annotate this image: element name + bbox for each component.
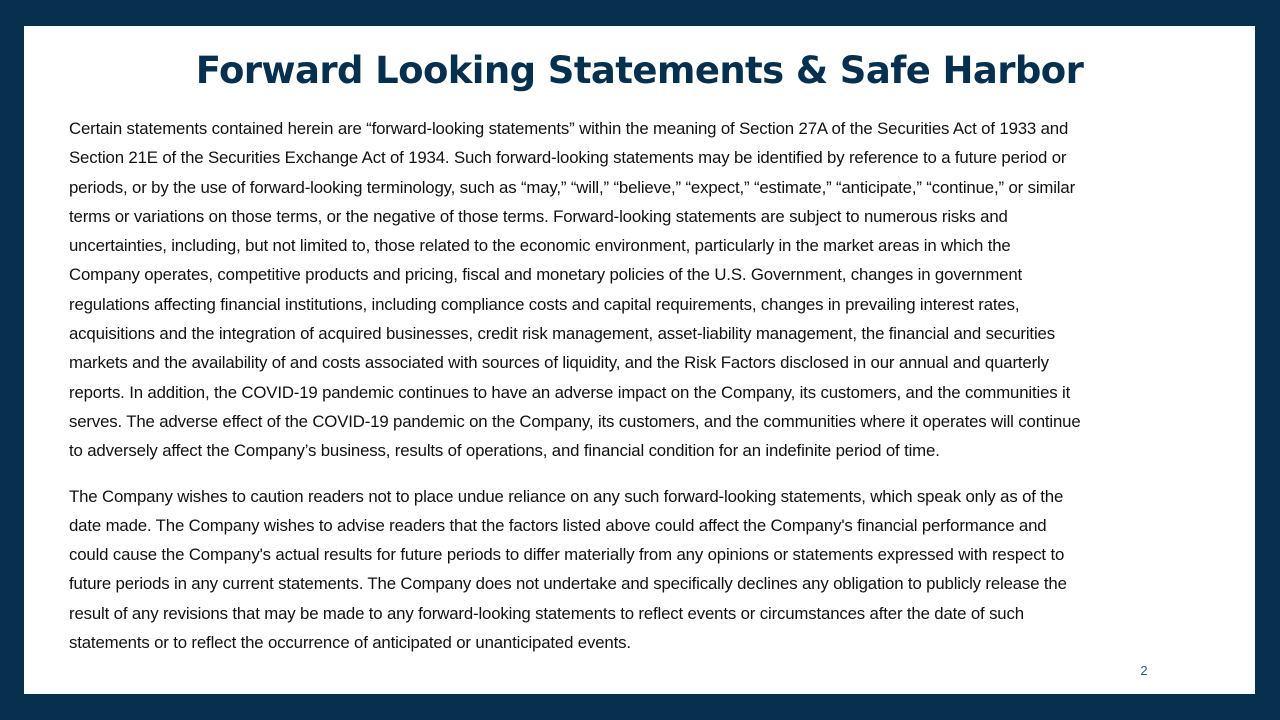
paragraph-caution-readers: The Company wishes to caution readers not to place undue reliance on any such forward-looking statements, which speak only as of the date made. The Company wishes to advise readers that the factors listed above could affect the Company's financial performance and could cause the Company's actual results for future periods to differ materially from any opinions or statements expressed with respect to future periods in any current statements. The Company does not undertake and specifically declines any obligation to publicly release the result of any revisions that may be made to any forward-looking statements to reflect events or circumstances after the date of such statements or to reflect the occurrence of anticipated or unanticipated events.	[69, 486, 1067, 653]
slide-body	[69, 114, 1215, 673]
slide	[24, 26, 1255, 694]
page-number: 2	[1140, 663, 1148, 678]
slide-title: Forward Looking Statements & Safe Harbor	[195, 49, 1084, 92]
paragraph-forward-looking-statements: Certain statements contained herein are “forward-looking statements” within the meaning of Section 27A of the Securities Act of 1933 and Section 21E of the Securities Exchange Act of 1934. Such forward-looking statements may be identified by reference to a future period or periods, or by the use of forward-looking terminology, such as “may,” “will,” “believe,” “expect,” “estimate,” “anticipate,” “continue,” or similar terms or variations on those terms, or the negative of those terms. Forward-looking statements are subject to numerous risks and uncertainties, including, but not limited to, those related to the economic environment, particularly in the market areas in which the Company operates, competitive products and pricing, fiscal and monetary policies of the U.S. Government, changes in government regulations affecting financial institutions, including compliance costs and capital requirements, changes in prevailing interest rates, acquisitions and the integration of acquired businesses, credit risk management, asset-liability management, the financial and securities markets and the availability of and costs associated with sources of liquidity, and the Risk Factors disclosed in our annual and quarterly reports. In addition, the COVID-19 pandemic continues to have an adverse impact on the Company, its customers, and the communities it serves. The adverse effect of the COVID-19 pandemic on the Company, its customers, and the communities where it operates will continue to adversely affect the Company’s business, results of operations, and financial condition for an indefinite period of time.	[69, 119, 1081, 461]
